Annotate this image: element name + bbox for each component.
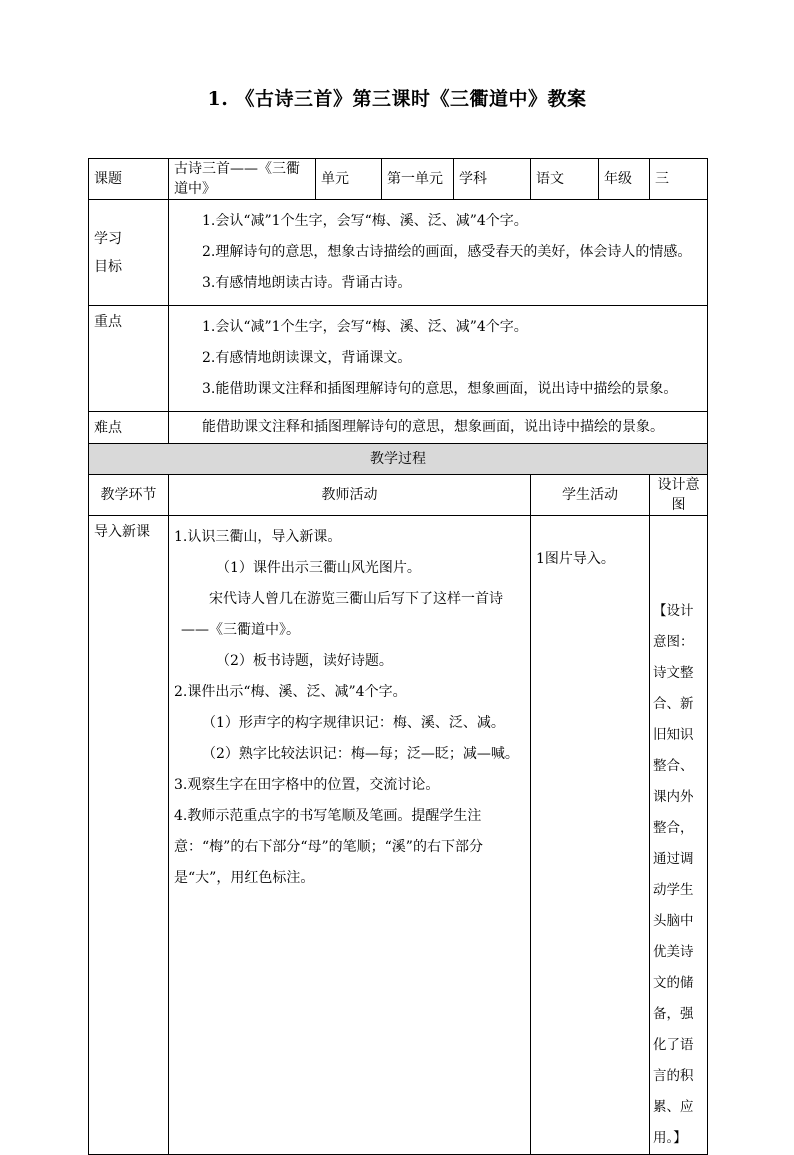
teacher-line: （2）板书诗题，读好诗题。 — [216, 653, 393, 669]
teacher-line: （2）熟字比较法识记：梅—每；泛—眨；减—喊。 — [202, 746, 519, 762]
topic-value: 古诗三首——《三衢道中》 — [169, 159, 316, 200]
unit-label: 单元 — [316, 159, 382, 200]
col-stage-header: 教学环节 — [89, 475, 169, 516]
design-intent-cell: 【设计意图：诗文整合、新旧知识整合、课内外整合，通过调动学生头脑中优美诗文的储备，强化了语言的积累、应用。】 — [650, 516, 708, 1155]
process-header: 教学过程 — [89, 444, 708, 475]
stage-cell: 导入新课 — [89, 516, 169, 1155]
teacher-line: 宋代诗人曾几在游览三衢山后写下了这样一首诗——《三衢道中》。 — [181, 591, 503, 638]
key-points-content — [169, 306, 708, 412]
key-points-label: 重点 — [89, 306, 169, 412]
process-header-row — [89, 444, 708, 475]
key-point-item: 2.有感情地朗读课文，背诵课文。 — [202, 350, 412, 366]
difficulty-label: 难点 — [89, 412, 169, 444]
topic-label: 课题 — [89, 159, 169, 200]
process-column-headers — [89, 475, 708, 516]
goals-label-line-1: 学习 — [94, 230, 122, 247]
teacher-line: （1）课件出示三衢山风光图片。 — [216, 560, 421, 576]
key-points-row — [89, 306, 708, 412]
teacher-line: 1.认识三衢山，导入新课。 — [174, 529, 342, 545]
goals-label — [89, 200, 169, 306]
difficulty-content — [169, 412, 708, 444]
subject-value: 语文 — [531, 159, 599, 200]
process-row-intro — [89, 516, 708, 1155]
teacher-activity-cell — [169, 516, 531, 1155]
teacher-line: 4.教师示范重点字的书写笔顺及笔画。提醒学生注意：“梅”的右下部分“母”的笔顺；“溪”的右下部分是“大”，用红色标注。 — [174, 808, 483, 886]
difficulty-text: 能借助课文注释和插图理解诗句的意思，想象画面，说出诗中描绘的景象。 — [202, 419, 664, 435]
difficulty-row — [89, 412, 708, 444]
teacher-line: 2.课件出示“梅、溪、泛、减”4个字。 — [174, 684, 407, 700]
unit-value: 第一单元 — [382, 159, 454, 200]
grade-value: 三 — [650, 159, 708, 200]
col-teacher-header: 教师活动 — [169, 475, 531, 516]
key-point-item: 3.能借助课文注释和插图理解诗句的意思，想象画面，说出诗中描绘的景象。 — [202, 381, 678, 397]
info-row — [89, 159, 708, 200]
grade-label: 年级 — [599, 159, 650, 200]
goal-item: 2.理解诗句的意思，想象古诗描绘的画面，感受春天的美好，体会诗人的情感。 — [202, 244, 692, 260]
teacher-line: 3.观察生字在田字格中的位置，交流讨论。 — [174, 777, 440, 793]
col-student-header: 学生活动 — [531, 475, 650, 516]
goals-label-line-2: 目标 — [94, 258, 122, 275]
lesson-plan-table — [88, 158, 708, 1155]
goals-row — [89, 200, 708, 306]
page-title: 1. 《古诗三首》第三课时《三衢道中》教案 — [207, 88, 587, 110]
subject-label: 学科 — [454, 159, 531, 200]
goals-content — [169, 200, 708, 306]
goal-item: 1.会认“减”1个生字，会写“梅、溪、泛、减”4个字。 — [202, 213, 528, 229]
student-activity-cell: 1图片导入。 — [531, 516, 650, 1155]
col-design-header: 设计意图 — [650, 475, 708, 516]
goal-item: 3.有感情地朗读古诗。背诵古诗。 — [202, 275, 412, 291]
teacher-line: （1）形声字的构字规律识记：梅、溪、泛、减。 — [202, 715, 505, 731]
key-point-item: 1.会认“减”1个生字，会写“梅、溪、泛、减”4个字。 — [202, 319, 528, 335]
